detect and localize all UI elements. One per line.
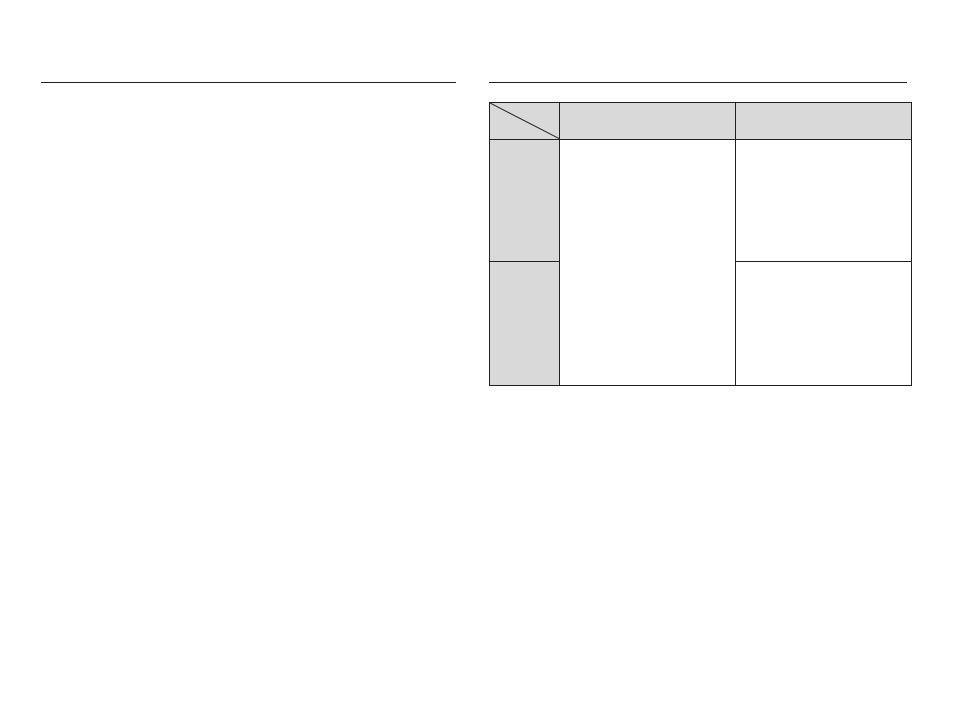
header-macintosh <box>736 103 912 140</box>
header-windows <box>560 103 736 140</box>
row-label-software <box>490 262 560 386</box>
system-requirements-rule <box>489 82 907 83</box>
windows-requirements <box>560 140 736 386</box>
corner-cell <box>490 103 560 140</box>
requirements-table <box>489 102 912 386</box>
diagonal-line <box>490 103 560 139</box>
software-notes-rule <box>41 82 456 83</box>
mac-usb-requirements <box>736 140 912 262</box>
mac-software-requirements <box>736 262 912 386</box>
row-label-usb <box>490 140 560 262</box>
